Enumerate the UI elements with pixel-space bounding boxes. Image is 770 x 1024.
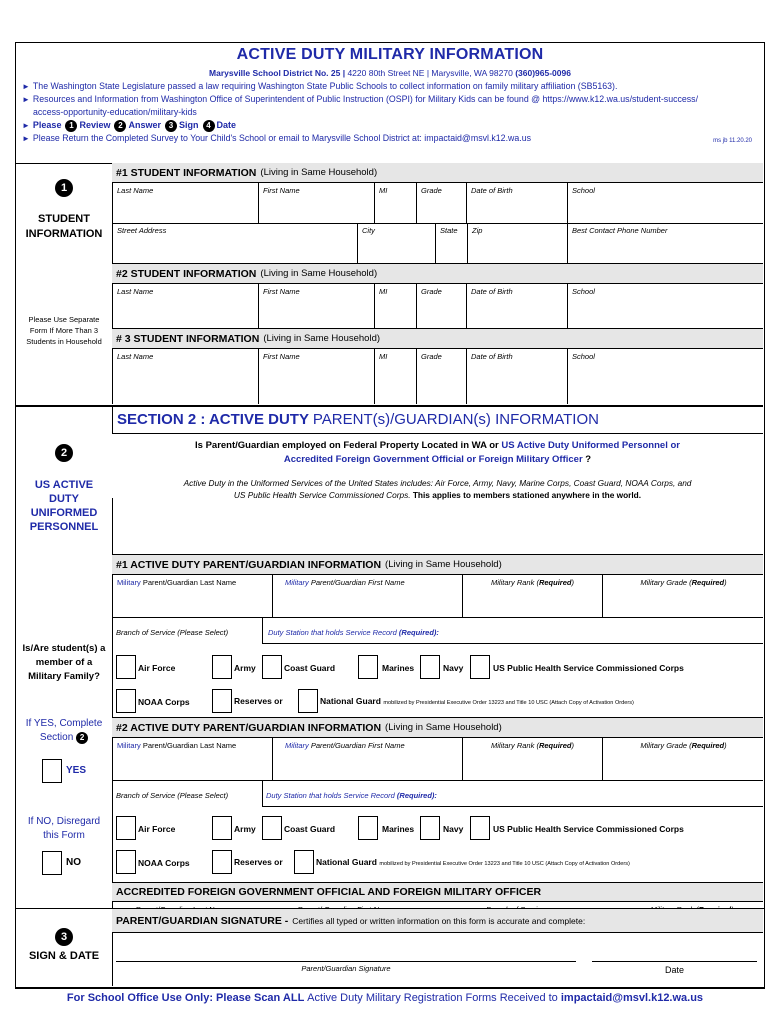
section-parent-info: [16, 405, 763, 911]
form-title: ACTIVE DUTY MILITARY INFORMATION: [236, 46, 544, 63]
parent-2-row-1: [112, 738, 763, 780]
parent-2-duty-station[interactable]: Duty Station that holds Service Record (Required):: [266, 791, 437, 800]
student-1-mi[interactable]: MI: [375, 183, 417, 223]
student-1-school[interactable]: School: [572, 186, 595, 195]
parent-1-grade[interactable]: Military Grade (Required): [640, 578, 727, 587]
office-use-footer: For School Office Use Only: Please Scan ALL Active Duty Military Registration Forms Received to impactaid@msvl.k12.wa.us: [66, 992, 704, 1004]
p2-marines-checkbox[interactable]: [358, 816, 378, 840]
p2-air-force-label: Air Force: [138, 824, 176, 834]
p2-coast-guard-label: Coast Guard: [284, 824, 336, 834]
parent-1-first-name[interactable]: Military Parent/Guardian First Name: [273, 575, 463, 617]
active-duty-note: Active Duty in the Uniformed Services of the United States includes: Air Force, Army, Navy, Marine Corps, Coast Guard, NOAA Corps, and US Public Health Service Commissioned Corps. This applies to members stationed anywhere in the world.: [183, 478, 692, 500]
p2-national-guard-label: National Guard mobilized by Presidential Executive Order 13223 and Title 10 USC (Attach Copy of Activation Orders): [316, 857, 630, 867]
p1-noaa-checkbox[interactable]: [116, 689, 136, 713]
district-line: [16, 68, 764, 78]
p2-usphs-label: US Public Health Service Commissioned Corps: [493, 824, 684, 834]
parent-2-branch-label: Branch of Service (Please Select): [116, 791, 229, 800]
p2-navy-checkbox[interactable]: [420, 816, 440, 840]
intro-block: [16, 78, 764, 145]
federal-question: Is Parent/Guardian employed on Federal Property Located in WA or US Active Duty Uniformed Personnel or Accredited Foreign Government Official or Foreign Military Officer ?: [195, 440, 680, 465]
if-no-note: If NO, Disregard this Form: [27, 816, 101, 841]
section-2-badge: 2: [55, 444, 73, 462]
student-1-zip[interactable]: Zip: [468, 223, 568, 263]
section-3-badge: 3: [55, 928, 73, 946]
signature-line[interactable]: [116, 961, 576, 962]
student-3-first-name[interactable]: First Name: [259, 349, 375, 404]
p1-reserves-checkbox[interactable]: [212, 689, 232, 713]
student-3-grade[interactable]: Grade: [417, 349, 467, 404]
parent-2-last-name[interactable]: Military Parent/Guardian Last Name: [113, 738, 273, 780]
section-2-label: [16, 443, 112, 534]
no-label: NO: [66, 857, 81, 868]
parent-2-rank[interactable]: Military Rank (Required): [463, 738, 603, 780]
intro-line-4: Please Return the Completed Survey to Your Child's School or email to Marysville School District at: impactaid@msvl.k12.wa.us: [32, 133, 531, 143]
form-header: [16, 46, 764, 78]
form-page: [15, 42, 765, 989]
parent-2-header: #2 ACTIVE DUTY PARENT/GUARDIAN INFORMATION (Living in Same Household): [112, 717, 763, 738]
date-label: Date: [664, 965, 684, 975]
student-2-first-name[interactable]: First Name: [259, 284, 375, 328]
student-3-school[interactable]: School: [572, 352, 595, 361]
student-3-mi[interactable]: MI: [375, 349, 417, 404]
parent-1-branch-label: Branch of Service (Please Select): [116, 628, 229, 637]
yes-label: YES: [66, 765, 87, 776]
step-1-icon: 1: [65, 120, 77, 132]
student-1-last-name[interactable]: Last Name: [113, 183, 259, 223]
student-1-header: #1 STUDENT INFORMATION (Living in Same Household): [112, 163, 763, 183]
student-1-first-name[interactable]: First Name: [259, 183, 375, 223]
p1-army-checkbox[interactable]: [212, 655, 232, 679]
student-1-dob[interactable]: Date of Birth: [467, 183, 568, 223]
student-1-grade[interactable]: Grade: [417, 183, 467, 223]
p1-marines-label: Marines: [382, 663, 415, 673]
p2-coast-guard-checkbox[interactable]: [262, 816, 282, 840]
p1-air-force-checkbox[interactable]: [116, 655, 136, 679]
p2-reserves-checkbox[interactable]: [212, 850, 232, 874]
parent-1-header: #1 ACTIVE DUTY PARENT/GUARDIAN INFORMATION (Living in Same Household): [112, 554, 763, 575]
p2-national-guard-checkbox[interactable]: [294, 850, 314, 874]
student-2-last-name[interactable]: Last Name: [113, 284, 259, 328]
step-sign: Sign: [179, 120, 199, 130]
student-1-row-2: [112, 223, 763, 263]
p2-reserves-label: Reserves or: [234, 857, 283, 867]
p2-noaa-label: NOAA Corps: [138, 858, 190, 868]
intro-line-2b: access-opportunity-education/military-kids: [33, 107, 197, 117]
arrow-icon: ►: [22, 121, 30, 130]
student-1-phone[interactable]: Best Contact Phone Number: [572, 226, 668, 235]
parent-1-row-1: [112, 575, 763, 617]
intro-line-2: Resources and Information from Washington Office of Superintendent of Public Instruction (OSPI) for Military Kids can be found @ https://www.k12.wa.us/student-success/: [32, 94, 699, 104]
p1-national-guard-label: National Guard mobilized by Presidential Executive Order 13223 and Title 10 USC (Attach Copy of Activation Orders): [320, 696, 634, 706]
separate-form-note: Please Use Separate Form If More Than 3 Students in Household: [26, 315, 102, 346]
step-2-icon: 2: [114, 120, 126, 132]
step-3-icon: 3: [165, 120, 177, 132]
parent-2-grade[interactable]: Military Grade (Required): [640, 741, 727, 750]
intro-line-1: The Washington State Legislature passed a law requiring Washington State Public Schools to collect information on family military affiliation (SB5163).: [32, 81, 618, 91]
student-3-last-name[interactable]: Last Name: [113, 349, 259, 404]
steps-row: [22, 119, 758, 132]
arrow-icon: ►: [22, 95, 30, 104]
p2-marines-label: Marines: [382, 824, 415, 834]
form-code: ms jb 11.20.20: [713, 138, 752, 144]
student-label: STUDENT: [38, 213, 90, 225]
impact-aid-email[interactable]: impactaid@msvl.k12.wa.us: [560, 992, 704, 1004]
if-yes-note: If YES, Complete Section 2: [25, 718, 103, 743]
section-signature: [15, 908, 765, 988]
student-2-mi[interactable]: MI: [375, 284, 417, 328]
p2-usphs-checkbox[interactable]: [470, 816, 490, 840]
foreign-official-header: ACCREDITED FOREIGN GOVERNMENT OFFICIAL AND FOREIGN MILITARY OFFICER: [112, 882, 763, 902]
p1-navy-label: Navy: [443, 663, 464, 673]
p1-noaa-label: NOAA Corps: [138, 697, 190, 707]
student-2-row: [112, 284, 763, 328]
p2-air-force-checkbox[interactable]: [116, 816, 136, 840]
please-label: Please: [32, 120, 62, 130]
step-review: Review: [79, 120, 111, 130]
section-1-badge: 1: [55, 179, 73, 197]
arrow-icon: ►: [22, 134, 30, 143]
signature-label: Parent/Guardian Signature: [301, 964, 391, 973]
signature-header: PARENT/GUARDIAN SIGNATURE - Certifies all typed or written information on this form is accurate and complete:: [112, 909, 763, 933]
p1-army-label: Army: [234, 663, 256, 673]
p1-air-force-label: Air Force: [138, 663, 176, 673]
date-line[interactable]: [592, 961, 757, 962]
p1-coast-guard-label: Coast Guard: [284, 663, 336, 673]
us-active-duty-label: US ACTIVE DUTY UNIFORMED PERSONNEL: [29, 479, 99, 533]
yes-checkbox[interactable]: [42, 759, 62, 783]
student-2-grade[interactable]: Grade: [417, 284, 467, 328]
section-1-label: [16, 178, 112, 240]
section-2-small-badge: 2: [76, 732, 88, 744]
student-3-dob[interactable]: Date of Birth: [467, 349, 568, 404]
section-3-label: [16, 927, 112, 962]
p2-army-label: Army: [234, 824, 256, 834]
district-phone: (360)965-0096: [515, 68, 571, 78]
information-label: INFORMATION: [25, 228, 103, 240]
parent-1-last-name[interactable]: Military Parent/Guardian Last Name: [113, 575, 273, 617]
student-3-row: [112, 349, 763, 404]
no-checkbox[interactable]: [42, 851, 62, 875]
parent-1-rank[interactable]: Military Rank (Required): [463, 575, 603, 617]
sign-date-label: SIGN & DATE: [28, 950, 100, 962]
p1-usphs-label: US Public Health Service Commissioned Corps: [493, 663, 684, 673]
student-3-header: # 3 STUDENT INFORMATION (Living in Same Household): [112, 328, 763, 349]
student-1-street[interactable]: Street Address: [113, 223, 358, 263]
p1-coast-guard-checkbox[interactable]: [262, 655, 282, 679]
student-2-header: #2 STUDENT INFORMATION (Living in Same Household): [112, 263, 763, 284]
p2-noaa-checkbox[interactable]: [116, 850, 136, 874]
section-student-info: [16, 163, 763, 403]
section-2-title: SECTION 2 : ACTIVE DUTY PARENT(s)/GUARDIAN(s) INFORMATION: [117, 411, 599, 428]
arrow-icon: ►: [22, 82, 30, 91]
military-family-question: Is/Are student(s) a member of a Military Family?: [22, 643, 106, 682]
district-name: Marysville School District No. 25 |: [209, 68, 346, 78]
district-address: 4220 80th Street NE | Marysville, WA 98270: [347, 68, 513, 78]
student-1-state[interactable]: State: [436, 223, 468, 263]
parent-1-duty-station[interactable]: Duty Station that holds Service Record (Required):: [268, 628, 439, 637]
parent-2-first-name[interactable]: Military Parent/Guardian First Name: [273, 738, 463, 780]
p2-army-checkbox[interactable]: [212, 816, 232, 840]
step-date: Date: [216, 120, 237, 130]
student-2-dob[interactable]: Date of Birth: [467, 284, 568, 328]
p2-navy-label: Navy: [443, 824, 464, 834]
student-2-school[interactable]: School: [572, 287, 595, 296]
student-1-row-1: [112, 183, 763, 223]
p1-national-guard-checkbox[interactable]: [298, 689, 318, 713]
p1-marines-checkbox[interactable]: [358, 655, 378, 679]
step-answer: Answer: [128, 120, 161, 130]
p1-reserves-label: Reserves or: [234, 696, 283, 706]
p1-navy-checkbox[interactable]: [420, 655, 440, 679]
step-4-icon: 4: [203, 120, 215, 132]
p1-usphs-checkbox[interactable]: [470, 655, 490, 679]
student-1-city[interactable]: City: [358, 223, 436, 263]
